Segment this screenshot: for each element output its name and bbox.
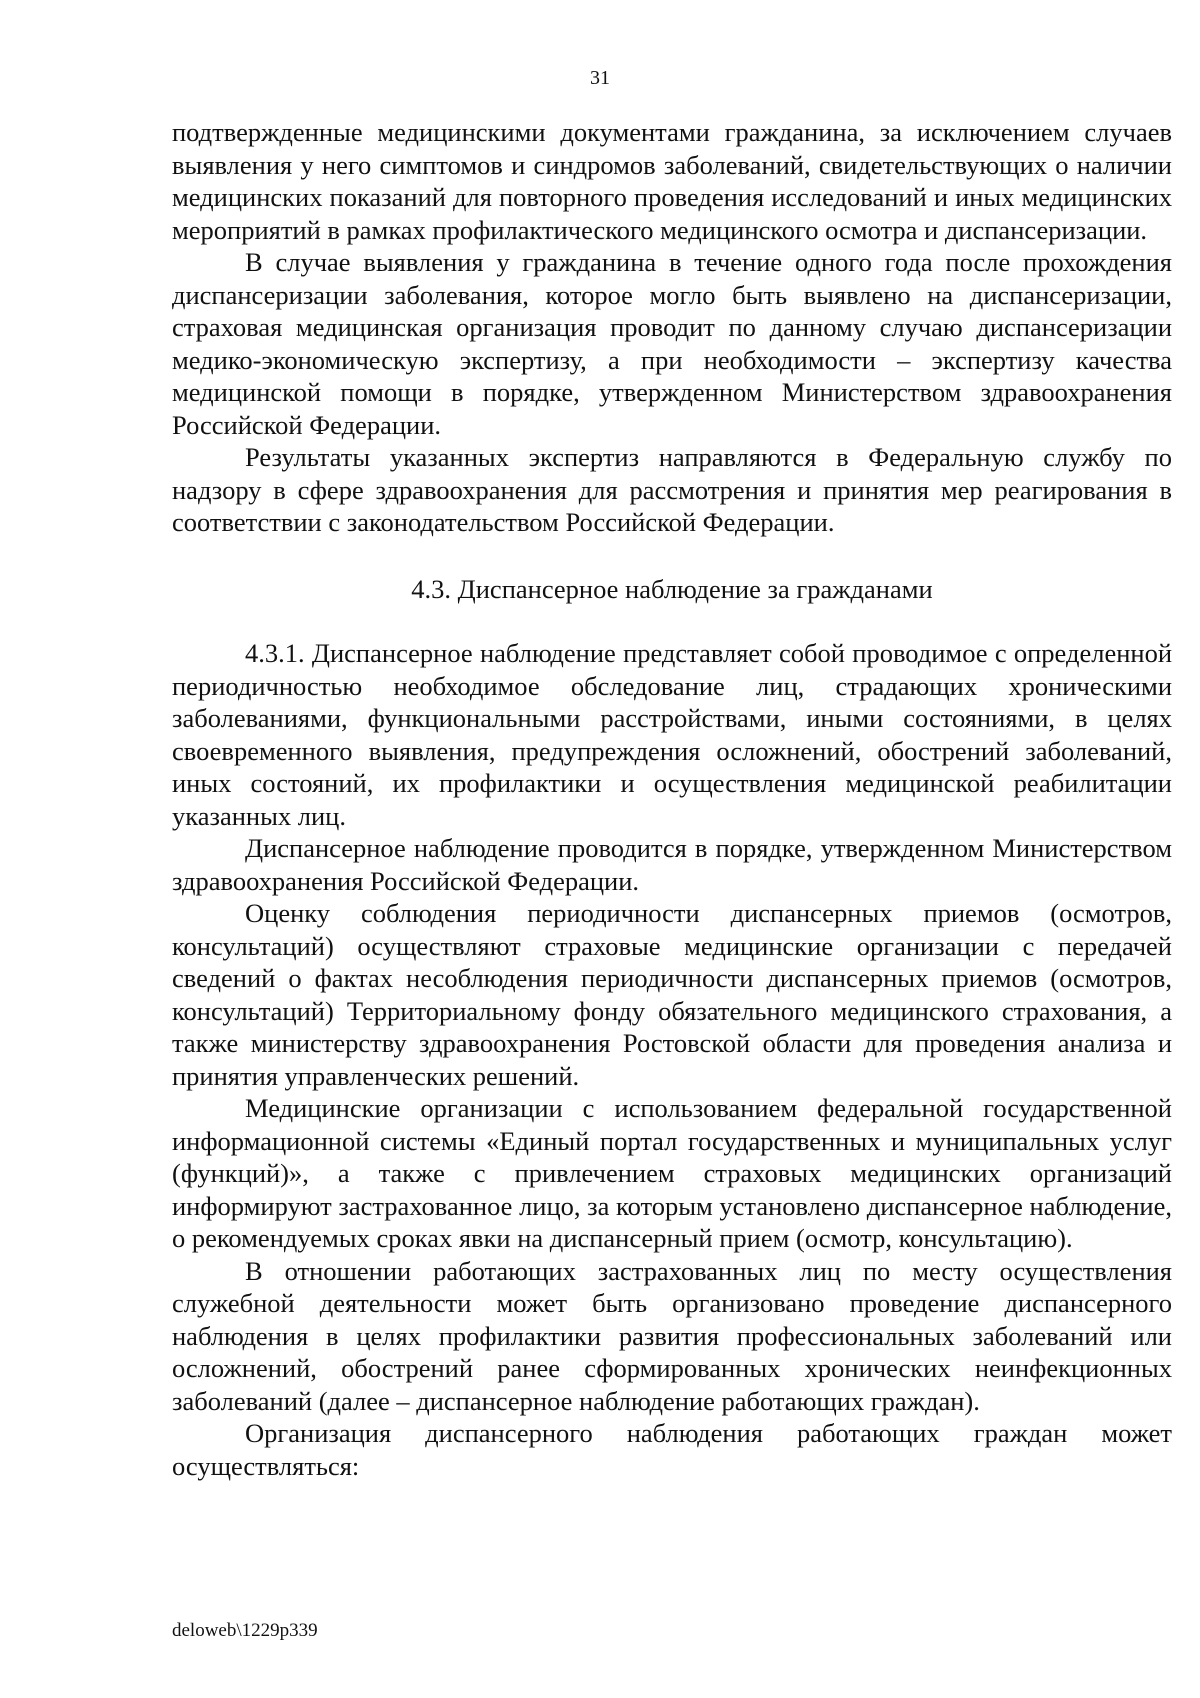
paragraph: 4.3.1. Диспансерное наблюдение представляет собой проводимое с определенной периодичностью необходимое обследование лиц, страдающих хроническими заболеваниями, функциональными расстройствами, иными состояниями, в целях своевременного выявления, предупреждения осложнений, обострений заболеваний, иных состояний, их профилактики и осуществления медицинской реабилитации указанных лиц. [172,638,1172,831]
paragraph: Оценку соблюдения периодичности диспансерных приемов (осмотров, консультаций) осуществляют страховые медицинские организации с передачей сведений о фактах несоблюдения периодичности диспансерных приемов (осмотров, консультаций) Территориальному фонду обязательного медицинского страхования, а также министерству здравоохранения Ростовской области для проведения анализа и принятия управленческих решений. [172,898,1172,1091]
paragraph: Медицинские организации с использованием федеральной государственной информационной системы «Единый портал государственных и муниципальных услуг (функций)», а также с привлечением страховых медицинских организаций информируют застрахованное лицо, за которым установлено диспансерное наблюдение, о рекомендуемых сроках явки на диспансерный прием (осмотр, консультацию). [172,1093,1172,1253]
section-heading: 4.3. Диспансерное наблюдение за гражданами [411,573,933,604]
paragraph: Организация диспансерного наблюдения работающих граждан может осуществляться: [172,1418,1172,1481]
paragraph: В случае выявления у гражданина в течение одного года после прохождения диспансеризации заболевания, которое могло быть выявлено на диспансеризации, страховая медицинская организация проводит по данному случаю диспансеризации медико-экономическую экспертизу, а при необходимости – экспертизу качества медицинской помощи в порядке, утвержденном Министерством здравоохранения Российской Федерации. [172,247,1172,440]
paragraph: подтвержденные медицинскими документами гражданина, за исключением случаев выявления у него симптомов и синдромов заболеваний, свидетельствующих о наличии медицинских показаний для повторного проведения исследований и иных медицинских мероприятий в рамках профилактического медицинского осмотра и диспансеризации. [172,117,1172,245]
paragraph: Диспансерное наблюдение проводится в порядке, утвержденном Министерством здравоохранения Российской Федерации. [172,833,1172,896]
paragraph: Результаты указанных экспертиз направляются в Федеральную службу по надзору в сфере здравоохранения для рассмотрения и принятия мер реагирования в соответствии с законодательством Российской Федерации. [172,442,1172,537]
paragraph: В отношении работающих застрахованных лиц по месту осуществления служебной деятельности может быть организовано проведение диспансерного наблюдения в целях профилактики развития профессиональных заболеваний или осложнений, обострений ранее сформированных хронических неинфекционных заболеваний (далее – диспансерное наблюдение работающих граждан). [172,1255,1172,1416]
document-body [172,116,1172,1482]
document-code: deloweb\1229p339 [172,1620,318,1641]
page-number: 31 [590,67,610,89]
